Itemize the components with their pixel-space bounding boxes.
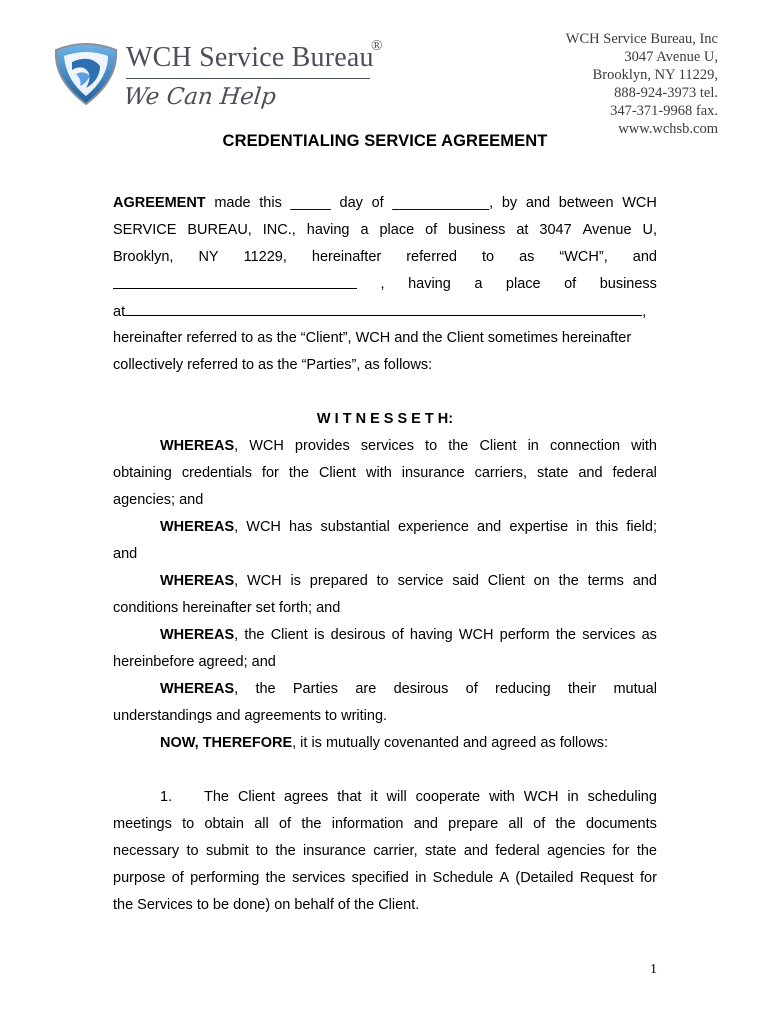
word: provides <box>294 438 350 454</box>
client-name-blank[interactable] <box>113 274 357 289</box>
word: the <box>244 627 265 643</box>
clause-1-line-2 <box>113 814 657 834</box>
now-therefore-line <box>160 733 657 753</box>
word: on <box>533 573 550 589</box>
word: and <box>632 249 657 265</box>
word: insurance <box>401 465 465 481</box>
word: necessary <box>113 843 180 859</box>
word: submit <box>205 843 249 859</box>
word: to <box>186 843 199 859</box>
word: reducing <box>495 681 551 697</box>
word: documents <box>585 816 657 832</box>
word: Request <box>579 870 634 886</box>
word: ____________, <box>392 195 494 211</box>
word: A <box>499 870 510 886</box>
word: to <box>425 438 438 454</box>
word: will <box>386 789 407 805</box>
whereas-1-line-3: agencies; and <box>113 492 204 508</box>
word: 3047 <box>539 222 572 238</box>
word: scheduling <box>587 789 657 805</box>
comma: , <box>642 304 647 320</box>
word: at <box>516 222 529 238</box>
whereas-label: WHEREAS, <box>160 519 239 535</box>
word: terms <box>587 573 624 589</box>
word: in <box>415 870 427 886</box>
word: the <box>255 681 276 697</box>
whereas-5-line-2: understandings and agreements to writing. <box>113 708 388 724</box>
whereas-label: WHEREAS, <box>160 438 239 454</box>
word: for <box>261 465 279 481</box>
word: this <box>595 519 619 535</box>
word: all <box>254 816 269 832</box>
page-number: 1 <box>650 962 657 977</box>
word: all <box>508 816 523 832</box>
word: “WCH”, <box>559 249 608 265</box>
address-line: www.wchsb.com <box>618 121 718 137</box>
intro-line-6: hereinafter referred to as the “Client”, WCH and the Client sometimes hereinafter <box>113 330 632 346</box>
word: desirous <box>393 681 449 697</box>
word: of <box>564 276 577 292</box>
word: Avenue <box>582 222 632 238</box>
word: their <box>567 681 597 697</box>
word: agencies <box>547 843 606 859</box>
word: Brooklyn, <box>113 249 174 265</box>
agreement-label: AGREEMENT <box>113 195 206 211</box>
shield-logo-icon <box>50 40 122 106</box>
word: of <box>371 195 384 211</box>
whereas-label: WHEREAS, <box>160 627 239 643</box>
word: prepared <box>309 573 368 589</box>
whereas-label: WHEREAS, <box>160 681 239 697</box>
whereas-5-line-1 <box>160 679 657 699</box>
word: Client <box>318 465 357 481</box>
word: Schedule <box>432 870 494 886</box>
word: services <box>582 627 636 643</box>
word: , <box>380 276 385 292</box>
word: and <box>477 519 502 535</box>
word: federal <box>612 465 657 481</box>
word: by <box>501 195 518 211</box>
word: WCH <box>249 438 284 454</box>
intro-line-3 <box>113 247 657 267</box>
word: hereinafter <box>311 249 382 265</box>
word: meetings <box>113 816 172 832</box>
whereas-3-line-1 <box>160 571 657 591</box>
word: it <box>370 789 378 805</box>
document-title: CREDENTIALING SERVICE AGREEMENT <box>222 132 548 150</box>
clause-1-line-4 <box>113 868 657 888</box>
word: place <box>379 222 415 238</box>
word: prepare <box>448 816 499 832</box>
word: services <box>292 870 346 886</box>
word: the <box>275 843 296 859</box>
word: INC., <box>262 222 296 238</box>
word: _____ <box>290 195 331 211</box>
word: the <box>265 870 286 886</box>
word: between <box>558 195 614 211</box>
word: Parties <box>292 681 339 697</box>
word: business <box>448 222 506 238</box>
word: a <box>360 222 369 238</box>
word: services <box>360 438 414 454</box>
word: of <box>425 222 438 238</box>
intro-line-1 <box>113 193 657 213</box>
address-line: WCH Service Bureau, Inc <box>565 31 718 47</box>
word: to <box>182 816 195 832</box>
word: performing <box>190 870 260 886</box>
word: and <box>578 465 603 481</box>
word: service <box>397 573 444 589</box>
registered-mark: ® <box>371 38 383 54</box>
word: the <box>555 627 576 643</box>
word: desirous <box>330 627 386 643</box>
clause-1-line-5: the Services to be done) on behalf of the Client. <box>113 897 420 913</box>
word: having <box>409 627 453 643</box>
word: cooperate <box>415 789 481 805</box>
word: obtaining <box>113 465 172 481</box>
word: WCH <box>523 789 559 805</box>
word: credentials <box>181 465 252 481</box>
word: having <box>306 222 350 238</box>
word: for <box>639 870 657 886</box>
word: Client <box>479 438 517 454</box>
word: and <box>632 573 657 589</box>
word: of <box>533 816 546 832</box>
word: NY <box>198 249 219 265</box>
word: the <box>448 438 469 454</box>
word: has <box>289 519 313 535</box>
address-line: 347-371-9968 fax. <box>610 103 718 119</box>
word: of <box>391 627 404 643</box>
brand-divider <box>126 78 370 79</box>
word: purpose <box>113 870 166 886</box>
word: in <box>567 789 579 805</box>
word: in <box>527 438 539 454</box>
word: U, <box>642 222 657 238</box>
word: day <box>339 195 363 211</box>
intro-line-4 <box>113 274 657 294</box>
word: Client <box>237 789 276 805</box>
word: and <box>413 816 438 832</box>
word: are <box>355 681 377 697</box>
word: WCH <box>458 627 494 643</box>
word: to <box>482 249 495 265</box>
whereas-3-line-2: conditions hereinafter set forth; and <box>113 600 341 616</box>
word: with <box>631 438 657 454</box>
word: as <box>519 249 535 265</box>
at-label: at <box>113 304 126 320</box>
word: perform <box>499 627 550 643</box>
word: Client <box>270 627 308 643</box>
clause-1-line-3 <box>113 841 657 861</box>
word: the <box>555 816 576 832</box>
word: is <box>290 573 301 589</box>
whereas-2-line-2: and <box>113 546 138 562</box>
word: that <box>337 789 362 805</box>
word: information <box>331 816 404 832</box>
word: federal <box>495 843 540 859</box>
word: the <box>558 573 579 589</box>
word: expertise <box>509 519 569 535</box>
witnesseth-heading: W I T N E S S E T H: <box>316 411 454 427</box>
brand-name: WCH Service Bureau <box>126 42 374 73</box>
word: is <box>313 627 325 643</box>
word: BUREAU, <box>187 222 252 238</box>
whereas-4-line-1 <box>160 625 657 645</box>
word: state <box>536 465 569 481</box>
address-line: 3047 Avenue U, <box>624 49 718 65</box>
word: the <box>636 843 657 859</box>
word: carriers, <box>474 465 527 481</box>
address-line: 888-924-3973 tel. <box>614 85 718 101</box>
word: insurance <box>303 843 366 859</box>
whereas-1-line-1 <box>160 436 657 456</box>
clause-number: 1. <box>160 789 173 805</box>
word: this <box>259 195 282 211</box>
now-therefore-label: NOW, THEREFORE <box>160 735 293 751</box>
address-line: Brooklyn, NY 11229, <box>592 67 718 83</box>
word: carrier, <box>373 843 418 859</box>
word: (Detailed <box>515 870 574 886</box>
word: made <box>214 195 251 211</box>
word: of <box>171 870 184 886</box>
whereas-1-line-2 <box>113 463 657 483</box>
company-address-block <box>566 30 718 138</box>
word: WCH <box>246 573 282 589</box>
brand-tagline: We Can Help <box>122 84 278 110</box>
word: the <box>301 816 322 832</box>
client-address-blank[interactable] <box>125 301 642 316</box>
word: in <box>576 519 588 535</box>
word: experience <box>397 519 469 535</box>
word: The <box>204 789 229 805</box>
word: specified <box>351 870 409 886</box>
whereas-2-line-1 <box>160 517 657 537</box>
word: a <box>474 276 483 292</box>
word: connection <box>549 438 621 454</box>
word: for <box>612 843 630 859</box>
word: of <box>278 816 292 832</box>
word: said <box>452 573 479 589</box>
word: Client <box>487 573 525 589</box>
word: 11229, <box>243 249 287 265</box>
word: to <box>256 843 269 859</box>
word: WCH <box>622 195 657 211</box>
word: substantial <box>320 519 390 535</box>
word: and <box>463 843 489 859</box>
clause-1-line-1 <box>160 787 657 807</box>
word: state <box>425 843 457 859</box>
word: WCH <box>246 519 281 535</box>
text-run <box>204 787 657 807</box>
word: mutual <box>613 681 657 697</box>
word: SERVICE <box>113 222 177 238</box>
word: having <box>408 276 451 292</box>
word: with <box>366 465 392 481</box>
intro-line-5 <box>113 301 657 321</box>
word: as <box>641 627 657 643</box>
now-therefore-text: , it is mutually covenanted and agreed as follows: <box>292 735 609 751</box>
word: referred <box>406 249 457 265</box>
word: business <box>599 276 657 292</box>
whereas-label: WHEREAS, <box>160 573 239 589</box>
word: obtain <box>204 816 244 832</box>
word: to <box>376 573 389 589</box>
word: and <box>525 195 551 211</box>
intro-line-2 <box>113 220 657 240</box>
word: place <box>505 276 541 292</box>
word: field; <box>626 519 657 535</box>
intro-line-7: collectively referred to as the “Parties”, as follows: <box>113 357 433 373</box>
word: the <box>288 465 309 481</box>
word: with <box>489 789 515 805</box>
word: agrees <box>283 789 329 805</box>
whereas-4-line-2: hereinbefore agreed; and <box>113 654 276 670</box>
word: of <box>465 681 478 697</box>
